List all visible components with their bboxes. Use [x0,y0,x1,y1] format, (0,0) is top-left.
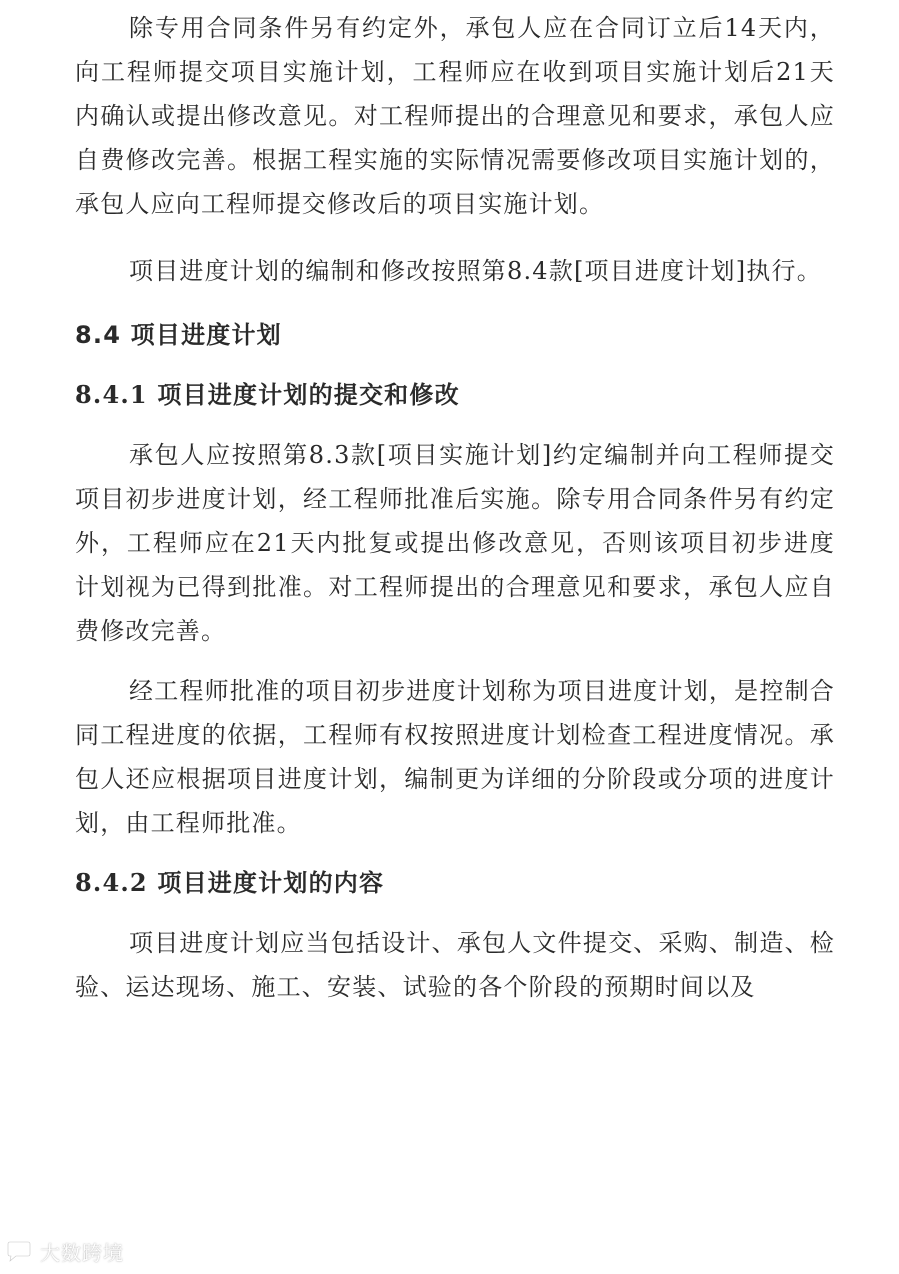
paragraph: 经工程师批准的项目初步进度计划称为项目进度计划，是控制合同工程进度的依据，工程师有权按照进度计划检查工程进度情况。承包人还应根据项目进度计划，编制更为详细的分阶段或分项的进度计划，由工程师批准。 [75,677,835,837]
watermark [4,1237,124,1266]
paragraph: 承包人应按照第8.3款[项目实施计划]约定编制并向工程师提交项目初步进度计划，经工程师批准后实施。除专用合同条件另有约定外，工程师应在21天内批复或提出修改意见，否则该项目初步进度计划视为已得到批准。对工程师提出的合理意见和要求，承包人应自费修改完善。 [75,441,835,645]
speech-bubble-logo-icon [4,1240,34,1264]
subsection-heading: 8.4.2 项目进度计划的内容 [75,868,385,897]
paragraph: 除专用合同条件另有约定外，承包人应在合同订立后14天内，向工程师提交项目实施计划，工程师应在收到项目实施计划后21天内确认或提出修改意见。对工程师提出的合理意见和要求，承包人应自费修改完善。根据工程实施的实际情况需要修改项目实施计划的，承包人应向工程师提交修改后的项目实施计划。 [75,14,835,218]
subsection-heading: 8.4.1 项目进度计划的提交和修改 [75,380,460,409]
document-page [75,0,835,1009]
section-heading: 8.4 项目进度计划 [75,321,282,349]
paragraph: 项目进度计划的编制和修改按照第8.4款[项目进度计划]执行。 [129,257,822,285]
paragraph: 项目进度计划应当包括设计、承包人文件提交、采购、制造、检验、运达现场、施工、安装、试验的各个阶段的预期时间以及 [75,929,835,1001]
watermark-text: 大数跨境 [40,1241,124,1265]
